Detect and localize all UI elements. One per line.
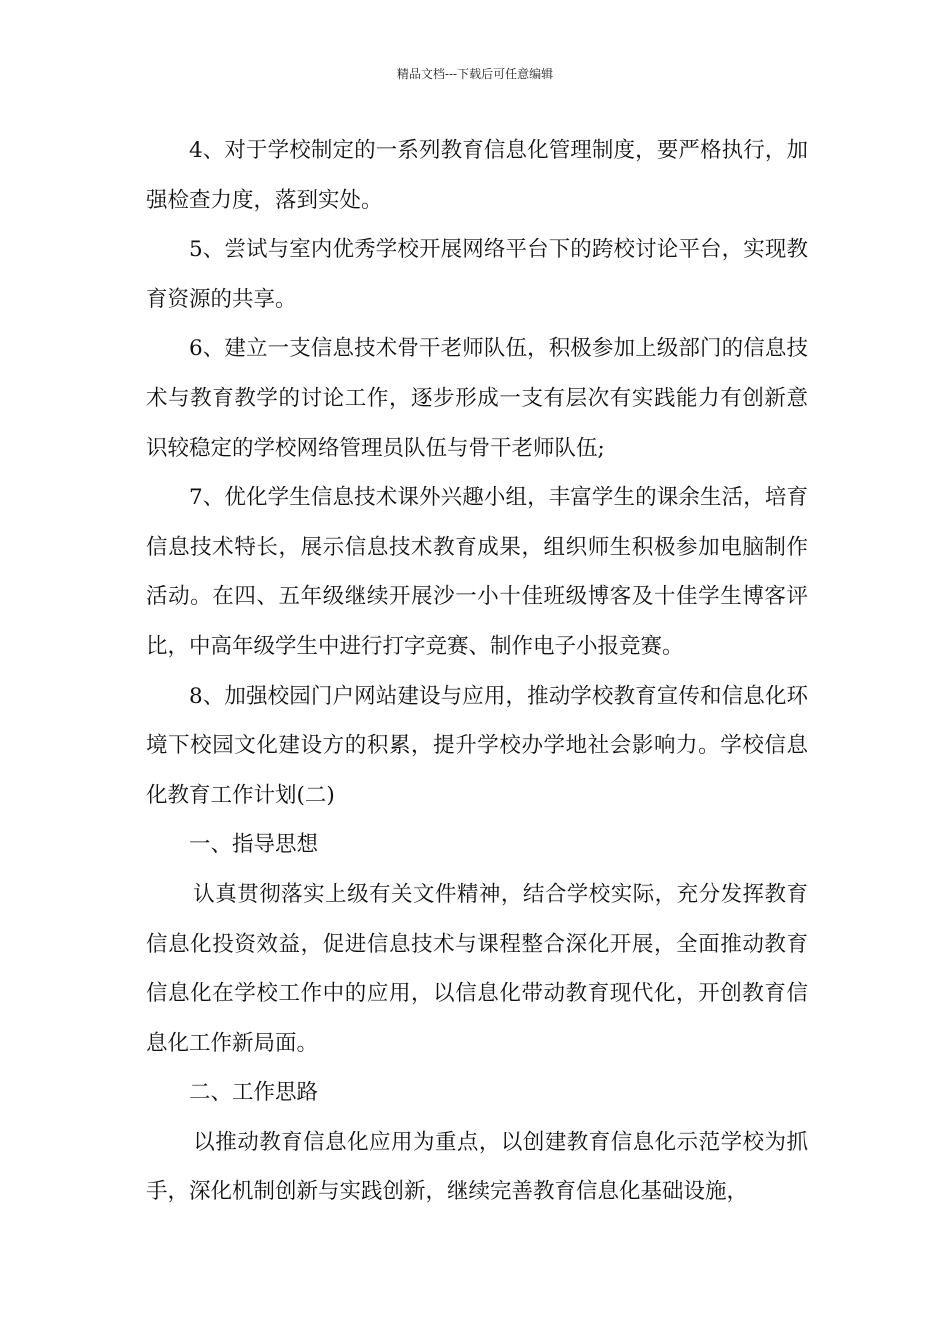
- section-heading-work-approach: 二、工作思路: [189, 1080, 319, 1106]
- paragraph-item-6: 6、建立一支信息技术骨干老师队伍，积极参加上级部门的信息技术与教育教学的讨论工作，逐步形成一支有层次有实践能力有创新意识较稳定的学校网络管理员队伍与骨干老师队伍;: [146, 336, 808, 461]
- paragraph-item-8: 8、加强校园门户网站建设与应用，推动学校教育宣传和信息化环境下校园文化建设方的积累，提升学校办学地社会影响力。学校信息化教育工作计划(二): [146, 683, 808, 808]
- page-header: 精品文档---下载后可任意编辑: [396, 67, 554, 81]
- paragraph-item-7: 7、优化学生信息技术课外兴趣小组，丰富学生的课余生活，培育信息技术特长，展示信息技术教育成果，组织师生积极参加电脑制作活动。在四、五年级继续开展沙一小十佳班级博客及十佳学生博客评比，中高年级学生中进行打字竞赛、制作电子小报竞赛。: [146, 485, 808, 659]
- paragraph-guiding-ideology: 认真贯彻落实上级有关文件精神，结合学校实际，充分发挥教育信息化投资效益，促进信息技术与课程整合深化开展，全面推动教育信息化在学校工作中的应用，以信息化带动教育现代化，开创教育信息化工作新局面。: [146, 881, 808, 1056]
- paragraph-item-4: 4、对于学校制定的一系列教育信息化管理制度，要严格执行，加强检查力度，落到实处。: [146, 138, 808, 213]
- paragraph-work-approach: 以推动教育信息化应用为重点，以创建教育信息化示范学校为抓手，深化机制创新与实践创新，继续完善教育信息化基础设施，: [146, 1129, 808, 1205]
- document-body: [146, 126, 808, 1217]
- section-heading-guiding-ideology: 一、指导思想: [189, 832, 319, 858]
- paragraph-item-5: 5、尝试与室内优秀学校开展网络平台下的跨校讨论平台，实现教育资源的共享。: [146, 237, 808, 312]
